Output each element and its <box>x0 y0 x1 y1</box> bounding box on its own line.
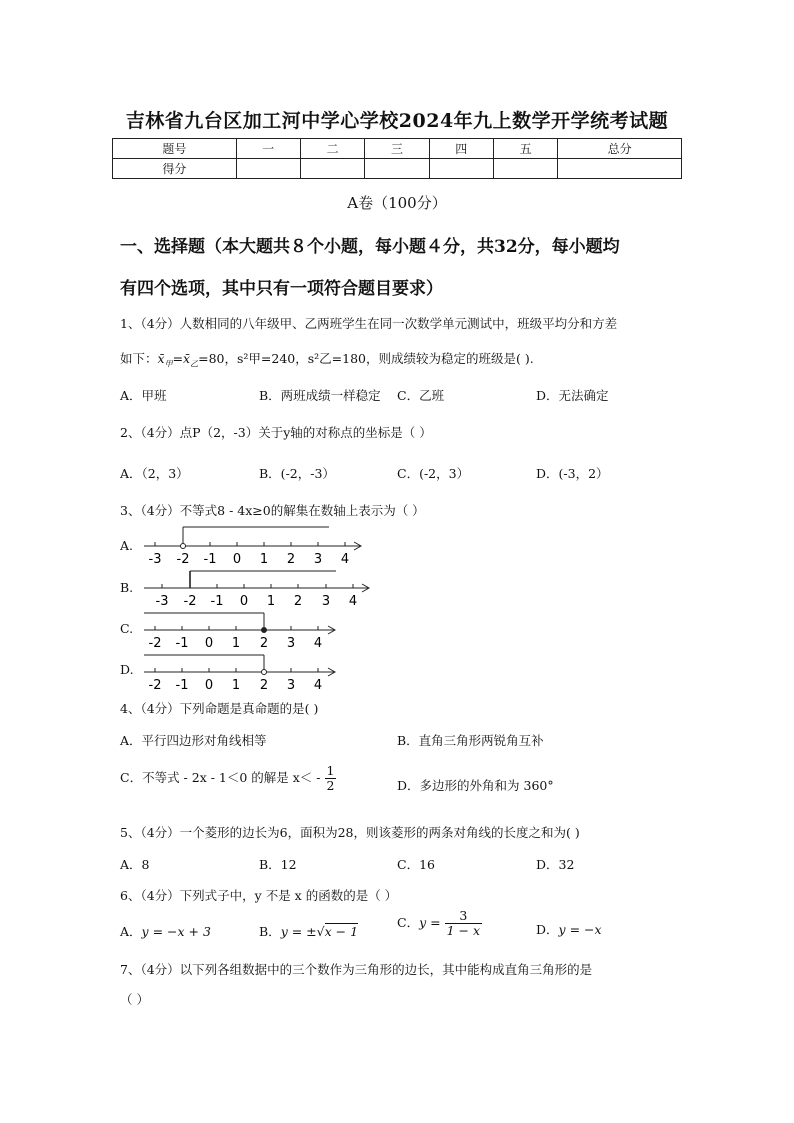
q1-option-a: A．甲班 <box>120 388 167 403</box>
score-header-cell: 三 <box>365 139 429 159</box>
score-cell <box>236 159 300 179</box>
tick-label: 4 <box>313 678 323 692</box>
q4-option-d: D．多边形的外角和为 360° <box>397 778 554 793</box>
page-title: 吉林省九台区加工河中学心学校2024年九上数学开学统考试题 <box>125 110 669 132</box>
q2-option-d: D．(-3，2） <box>536 466 609 481</box>
tick-label: 1 <box>259 552 269 566</box>
q1-option-d: D．无法确定 <box>536 388 609 403</box>
score-header-cell: 题号 <box>113 139 237 159</box>
section1-heading-line2: 有四个选项，其中只有一项符合题目要求） <box>120 279 443 299</box>
tick-label: 2 <box>259 678 269 692</box>
tick-label: 0 <box>204 636 214 650</box>
closed-endpoint <box>262 628 267 633</box>
score-table <box>112 138 682 179</box>
tick-group <box>155 626 318 630</box>
score-cell <box>429 159 493 179</box>
sqrt-symbol: √ <box>316 924 325 939</box>
score-header-cell: 五 <box>493 139 557 159</box>
tick-label: -3 <box>148 552 162 566</box>
tick-label: -2 <box>183 594 197 608</box>
tick-label: -2 <box>176 552 190 566</box>
q5-option-c: C．16 <box>397 857 435 872</box>
score-cell <box>558 159 682 179</box>
score-row-label: 得分 <box>113 159 237 179</box>
q1-stem-line2 <box>120 349 534 370</box>
number-line-b <box>140 566 376 608</box>
tick-label: 1 <box>231 636 241 650</box>
score-table-score-row <box>113 159 682 179</box>
q2-option-c: C．(-2，3） <box>397 466 470 481</box>
q3-stem: 3、（4分）不等式8 - 4x≥0的解集在数轴上表示为（ ） <box>120 503 425 518</box>
q1-option-b: B．两班成绩一样稳定 <box>259 388 381 403</box>
q5-option-a: A．8 <box>120 857 150 872</box>
tick-label: -3 <box>155 594 169 608</box>
fraction-numerator: 1 <box>326 763 335 778</box>
number-line-d <box>140 650 340 692</box>
q4-option-b: B．直角三角形两锐角互补 <box>397 733 544 748</box>
q4-stem: 4、（4分）下列命题是真命题的是( ) <box>120 701 319 716</box>
q5-option-b: B．12 <box>259 857 297 872</box>
number-line-c <box>140 608 340 650</box>
q6-option-b-expr: y = ± <box>280 924 317 939</box>
score-table-header-row <box>113 139 682 159</box>
q3-option-d-label: D. <box>120 662 134 677</box>
tick-group <box>155 668 318 672</box>
q5-option-d: D．32 <box>536 857 575 872</box>
fraction-denominator: 2 <box>326 777 335 793</box>
sqrt-radicand: x − 1 <box>324 924 359 939</box>
tick-label: 1 <box>266 594 276 608</box>
score-header-cell: 二 <box>300 139 364 159</box>
tick-label: 3 <box>286 636 296 650</box>
q7-stem-line2: （ ） <box>120 992 149 1007</box>
q3-option-c-label: C. <box>120 621 134 636</box>
tick-label: -1 <box>210 594 224 608</box>
q1-option-c: C．乙班 <box>397 388 445 403</box>
tick-label: 2 <box>259 636 269 650</box>
q4-option-a: A．平行四边形对角线相等 <box>120 733 267 748</box>
tick-label: 2 <box>286 552 296 566</box>
score-cell <box>365 159 429 179</box>
q6-option-d <box>536 920 602 938</box>
q6-stem: 6、（4分）下列式子中，y 不是 x 的函数的是（ ） <box>120 888 398 903</box>
tick-label: -2 <box>148 636 162 650</box>
tick-label: -1 <box>203 552 217 566</box>
tick-label: 4 <box>340 552 350 566</box>
q6-option-a-expr: y = −x + 3 <box>141 924 211 939</box>
tick-label: -2 <box>148 678 162 692</box>
x-bar-symbols: $x̄_甲=x̄_乙$ <box>157 351 199 369</box>
q6-option-c-lhs: y = <box>419 914 441 930</box>
q6-option-b-label: B． <box>259 924 281 939</box>
paper-a-heading: A卷（100分） <box>347 194 447 212</box>
tick-label: 0 <box>239 594 249 608</box>
open-endpoint <box>181 544 186 549</box>
q5-stem: 5、（4分）一个菱形的边长为6，面积为28，则该菱形的两条对角线的长度之和为( ) <box>120 825 580 840</box>
q1-prefix: 如下： <box>120 351 158 366</box>
score-header-cell: 总分 <box>558 139 682 159</box>
score-header-cell: 一 <box>236 139 300 159</box>
q6-option-d-expr: y = −x <box>558 922 602 937</box>
q1-stats: =80，s²甲=240，s²乙=180，则成绩较为稳定的班级是( ). <box>198 351 534 366</box>
q3-option-a-label: A. <box>120 538 134 553</box>
q6-option-c <box>397 909 482 938</box>
score-header-cell: 四 <box>429 139 493 159</box>
score-cell <box>300 159 364 179</box>
fraction-one-half <box>325 764 337 793</box>
q6-option-a-label: A． <box>120 924 142 939</box>
fraction-denominator: 1 − x <box>446 922 481 938</box>
q2-option-a: A．（2，3） <box>120 466 189 481</box>
fraction-numerator: 3 <box>445 909 482 924</box>
tick-label: 3 <box>286 678 296 692</box>
tick-label: 3 <box>313 552 323 566</box>
tick-label: 1 <box>231 678 241 692</box>
tick-label: -1 <box>175 678 189 692</box>
q6-option-d-label: D． <box>536 922 559 937</box>
q6-option-b <box>259 922 358 940</box>
q4-option-c-text: C．不等式 - 2x - 1＜0 的解是 x＜ - <box>120 769 321 785</box>
open-endpoint <box>262 670 267 675</box>
section1-heading-line1: 一、选择题（本大题共８个小题，每小题４分，共32分，每小题均 <box>120 237 620 257</box>
fraction-three-over <box>445 909 482 938</box>
tick-label: 3 <box>321 594 331 608</box>
score-cell <box>493 159 557 179</box>
q6-option-c-label: C． <box>397 914 420 930</box>
q4-option-c <box>120 764 336 793</box>
tick-label: 0 <box>204 678 214 692</box>
q1-stem-line1: 1、（4分）人数相同的八年级甲、乙两班学生在同一次数学单元测试中，班级平均分和方差 <box>120 316 618 331</box>
q6-option-a <box>120 922 211 940</box>
tick-label: 4 <box>313 636 323 650</box>
q3-option-b-label: B. <box>120 580 134 595</box>
q2-option-b: B．(-2，-3） <box>259 466 335 481</box>
tick-label: 4 <box>348 594 358 608</box>
q2-stem: 2、（4分）点P（2，-3）关于y轴的对称点的坐标是（ ） <box>120 425 432 440</box>
q7-stem-line1: 7、（4分）以下列各组数据中的三个数作为三角形的边长，其中能构成直角三角形的是 <box>120 962 593 977</box>
tick-label: 0 <box>232 552 242 566</box>
tick-label: 2 <box>293 594 303 608</box>
tick-label: -1 <box>175 636 189 650</box>
number-line-a <box>140 524 370 566</box>
